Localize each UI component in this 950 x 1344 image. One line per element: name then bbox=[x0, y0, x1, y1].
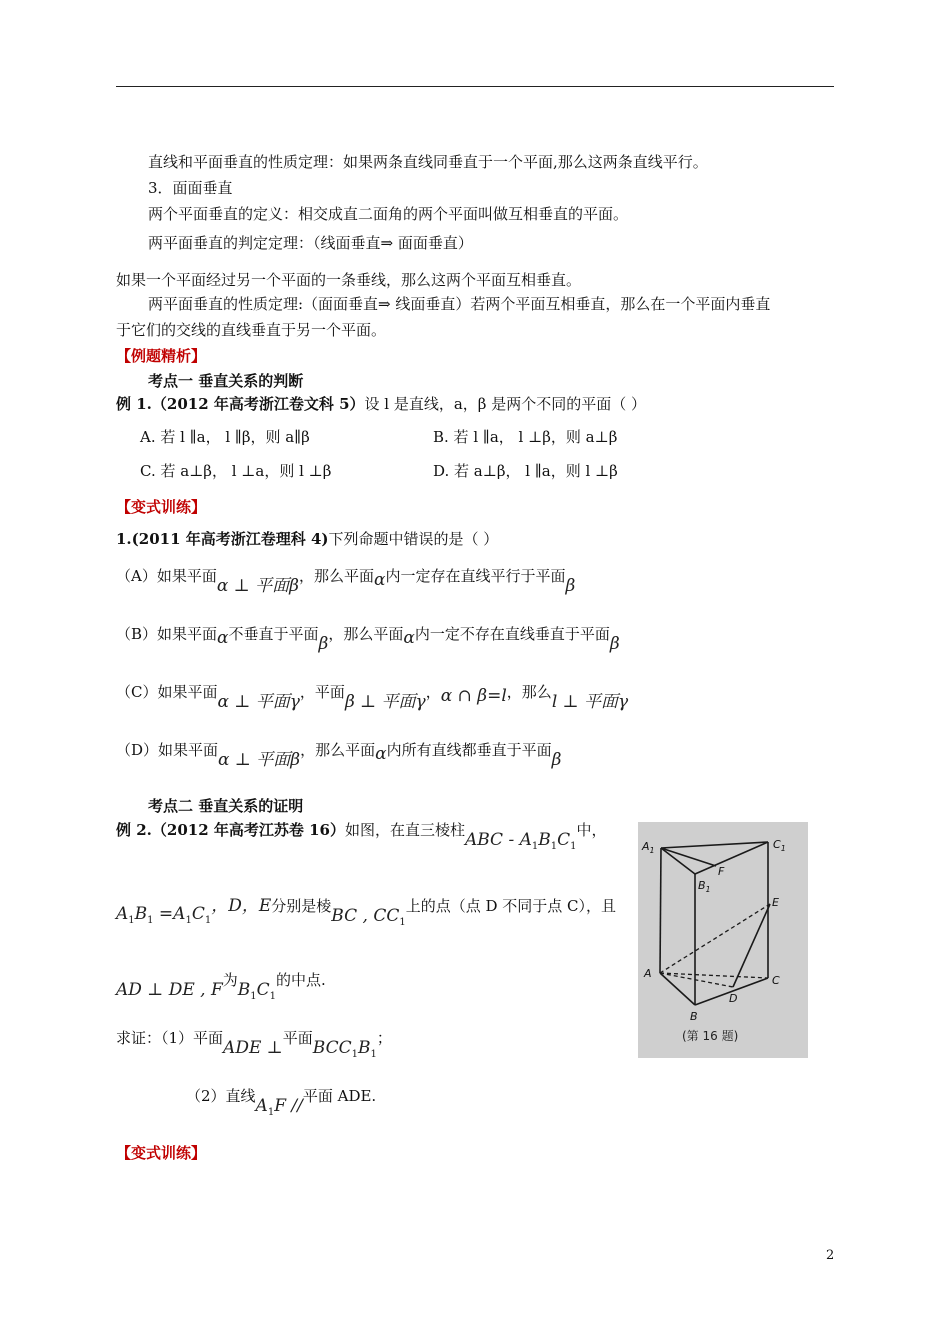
question-1-option-c bbox=[116, 682, 629, 712]
a1f-part-1: A bbox=[255, 1096, 268, 1116]
question-1-text: 下列命题中错误的是（ ） bbox=[328, 530, 499, 548]
proof-2-math-1 bbox=[256, 1096, 303, 1116]
question-1-option-d bbox=[116, 740, 562, 770]
option-b-text-2: 不垂直于平面 bbox=[228, 625, 319, 643]
option-a-text-1: （A）如果平面 bbox=[116, 567, 217, 585]
bcc1b1-part-1: BCC bbox=[312, 1038, 352, 1058]
prism-part-1: ABC - A bbox=[464, 830, 532, 850]
option-b-text-3: ，那么平面 bbox=[328, 625, 404, 643]
option-b-math-3: α bbox=[403, 628, 415, 648]
key-point-2-heading: 考点二 垂直关系的证明 bbox=[148, 797, 304, 815]
proof-1-text-1: 求证：（1）平面 bbox=[116, 1029, 224, 1047]
subscript-1: 1 bbox=[267, 1107, 275, 1118]
header-rule bbox=[116, 86, 834, 87]
option-a-text-2: ，那么平面 bbox=[298, 567, 374, 585]
proof-1-text-2: 平面 bbox=[282, 1029, 313, 1047]
example-1 bbox=[116, 394, 646, 414]
para-plane-perp-property-2: 于它们的交线的直线垂直于另一个平面。 bbox=[116, 321, 387, 339]
example-2-math-prism bbox=[465, 830, 577, 850]
option-b-math-1: α bbox=[217, 628, 229, 648]
para-plane-perp-criterion: 两平面垂直的判定定理：（线面垂直⇒ 面面垂直） bbox=[148, 234, 473, 252]
question-1 bbox=[116, 529, 498, 549]
para-plane-perp-definition: 两个平面垂直的定义：相交成直二面角的两个平面叫做互相垂直的平面。 bbox=[148, 205, 629, 223]
subscript-1: 1 bbox=[531, 841, 539, 852]
edge-a1c1 bbox=[661, 842, 768, 848]
section-variant-training-heading-2: 【变式训练】 bbox=[116, 1144, 207, 1162]
question-1-label: 1.(2011 年高考浙江卷理科 4) bbox=[116, 530, 329, 548]
eq-part-2: B bbox=[134, 904, 148, 924]
para-line-perp-property: 直线和平面垂直的性质定理：如果两条直线同垂直于一个平面,那么这两条直线平行。 bbox=[148, 153, 708, 171]
label-d: D bbox=[729, 992, 738, 1005]
edge-a1a bbox=[660, 848, 661, 973]
label-a1: $A_1$ bbox=[642, 840, 655, 855]
key-point-1-heading: 考点一 垂直关系的判断 bbox=[148, 372, 304, 390]
label-c: C bbox=[772, 974, 780, 987]
page-number: 2 bbox=[826, 1248, 835, 1263]
eq-part-3: =A bbox=[153, 904, 186, 924]
option-d-math-2: α bbox=[375, 744, 387, 764]
figure-caption: (第 16 题) bbox=[682, 1029, 739, 1043]
example-2-line-1 bbox=[116, 820, 607, 852]
label-e: E bbox=[772, 896, 779, 909]
para-plane-perp-heading: 3．面面垂直 bbox=[148, 179, 233, 197]
option-c-text-2: ，平面 bbox=[299, 683, 345, 701]
example-2-text-7: 的中点. bbox=[276, 971, 326, 989]
example-2-line-3 bbox=[116, 970, 326, 1002]
para-plane-perp-criterion-text: 如果一个平面经过另一个平面的一条垂线，那么这两个平面互相垂直。 bbox=[116, 271, 582, 289]
option-c-math-3: α ∩ β=l bbox=[440, 686, 507, 706]
edge-b1c1 bbox=[695, 842, 768, 874]
option-a-math-1: α ⊥ 平面β bbox=[216, 576, 299, 596]
section-examples-heading: 【例题精析】 bbox=[116, 347, 207, 365]
option-a-math-3: β bbox=[565, 576, 576, 596]
example-1-label: 例 1.（2012 年高考浙江卷文科 5） bbox=[116, 395, 365, 413]
option-b-text-1: （B）如果平面 bbox=[116, 625, 218, 643]
option-a-math-2: α bbox=[373, 570, 386, 590]
prism-figure-svg bbox=[638, 822, 808, 1058]
prism-part-3: C bbox=[557, 830, 571, 850]
subscript-1: 1 bbox=[550, 841, 558, 852]
a1f-part-2: F // bbox=[274, 1096, 303, 1116]
option-b-math-2: β bbox=[318, 634, 329, 654]
para-plane-perp-property-1: 两平面垂直的性质定理:（面面垂直⇒ 线面垂直）若两个平面互相垂直，那么在一个平面内垂直 bbox=[148, 295, 771, 313]
example-2-text-2: 中， bbox=[576, 821, 607, 839]
eq-part-1: A bbox=[116, 904, 129, 924]
edge-ab bbox=[660, 973, 695, 1005]
example-1-text: 设 l 是直线，a，β 是两个不同的平面（ ） bbox=[364, 395, 647, 413]
question-1-option-a bbox=[116, 566, 576, 596]
option-c-text-1: （C）如果平面 bbox=[116, 683, 218, 701]
label-b: B bbox=[690, 1010, 698, 1023]
proof-2-text-2: 平面 ADE. bbox=[302, 1087, 377, 1105]
option-c-math-2: β ⊥ 平面γ bbox=[344, 692, 426, 712]
proof-1-text-3: ； bbox=[376, 1029, 392, 1047]
example-2-label: 例 2.（2012 年高考江苏卷 16） bbox=[116, 821, 345, 839]
example-2-math-edges bbox=[331, 906, 405, 926]
proof-2-text-1: （2）直线 bbox=[186, 1087, 256, 1105]
label-c1: $C_1$ bbox=[773, 838, 786, 853]
label-a: A bbox=[644, 967, 652, 980]
b1c1-part-2: C bbox=[256, 980, 270, 1000]
example-2-text-4: 分别是棱 bbox=[271, 897, 332, 915]
eq-part-4: C bbox=[191, 904, 205, 924]
edge-a1b1 bbox=[661, 848, 695, 874]
bcc1b1-part-2: B bbox=[357, 1038, 371, 1058]
option-b-math-4: β bbox=[609, 634, 620, 654]
label-b1: $B_1$ bbox=[698, 879, 711, 894]
option-d-text-3: 内所有直线都垂直于平面 bbox=[386, 741, 552, 759]
option-c-math-4: l ⊥ 平面γ bbox=[551, 692, 629, 712]
proof-1-math-1: ADE ⊥ bbox=[223, 1038, 283, 1058]
segment-a1f bbox=[661, 848, 716, 866]
option-d-text-2: ，那么平面 bbox=[300, 741, 376, 759]
label-f: F bbox=[718, 865, 725, 878]
example-2-text-1: 如图，在直三棱柱 bbox=[344, 821, 465, 839]
example-1-option-b: B. 若 l ∥a， l ⊥β，则 a⊥β bbox=[433, 428, 618, 446]
subscript-1: 1 bbox=[204, 915, 212, 926]
edges-part: BC , CC bbox=[331, 906, 400, 926]
hidden-segment-ae bbox=[660, 904, 770, 973]
example-1-option-c: C. 若 a⊥β， l ⊥a，则 l ⊥β bbox=[140, 462, 332, 480]
b1c1-part-1: B bbox=[237, 980, 251, 1000]
example-2-math-b1c1 bbox=[238, 980, 276, 1000]
option-d-math-3: β bbox=[551, 750, 562, 770]
subscript-1: 1 bbox=[128, 915, 135, 926]
example-2-text-6: 为 bbox=[222, 971, 238, 989]
proof-part-2 bbox=[186, 1086, 377, 1118]
subscript-1: 1 bbox=[269, 991, 277, 1002]
option-c-math-1: α ⊥ 平面γ bbox=[217, 692, 300, 712]
question-1-option-b bbox=[116, 624, 620, 654]
option-c-text-3: ， bbox=[425, 683, 441, 701]
proof-1-math-2 bbox=[313, 1038, 377, 1058]
subscript-1: 1 bbox=[250, 991, 257, 1002]
option-d-text-1: （D）如果平面 bbox=[116, 741, 219, 759]
subscript-1: 1 bbox=[185, 915, 192, 926]
prism-figure bbox=[638, 822, 808, 1058]
example-1-option-d: D. 若 a⊥β， l ∥a，则 l ⊥β bbox=[433, 462, 618, 480]
subscript-1: 1 bbox=[370, 1049, 377, 1060]
example-2-math-ad-de: AD ⊥ DE , F bbox=[116, 980, 223, 1000]
subscript-1: 1 bbox=[570, 841, 577, 852]
option-c-text-4: ，那么 bbox=[506, 683, 552, 701]
section-variant-training-heading-1: 【变式训练】 bbox=[116, 498, 207, 516]
proof-part-1 bbox=[116, 1028, 392, 1060]
subscript-1: 1 bbox=[351, 1049, 358, 1060]
example-2-math-equal-edges bbox=[116, 904, 211, 924]
prism-part-2: B bbox=[538, 830, 551, 850]
segment-de bbox=[733, 904, 770, 987]
subscript-1: 1 bbox=[399, 917, 406, 928]
option-a-text-3: 内一定存在直线平行于平面 bbox=[385, 567, 566, 585]
option-d-math-1: α ⊥ 平面β bbox=[218, 750, 301, 770]
option-b-text-4: 内一定不存在直线垂直于平面 bbox=[414, 625, 610, 643]
example-2-line-2 bbox=[116, 896, 617, 928]
subscript-1: 1 bbox=[147, 915, 154, 926]
example-2-text-3: ，D，E bbox=[211, 896, 272, 916]
example-2-text-5: 上的点（点 D 不同于点 C），且 bbox=[405, 897, 617, 915]
example-1-option-a: A. 若 l ∥a， l ∥β，则 a∥β bbox=[140, 428, 310, 446]
